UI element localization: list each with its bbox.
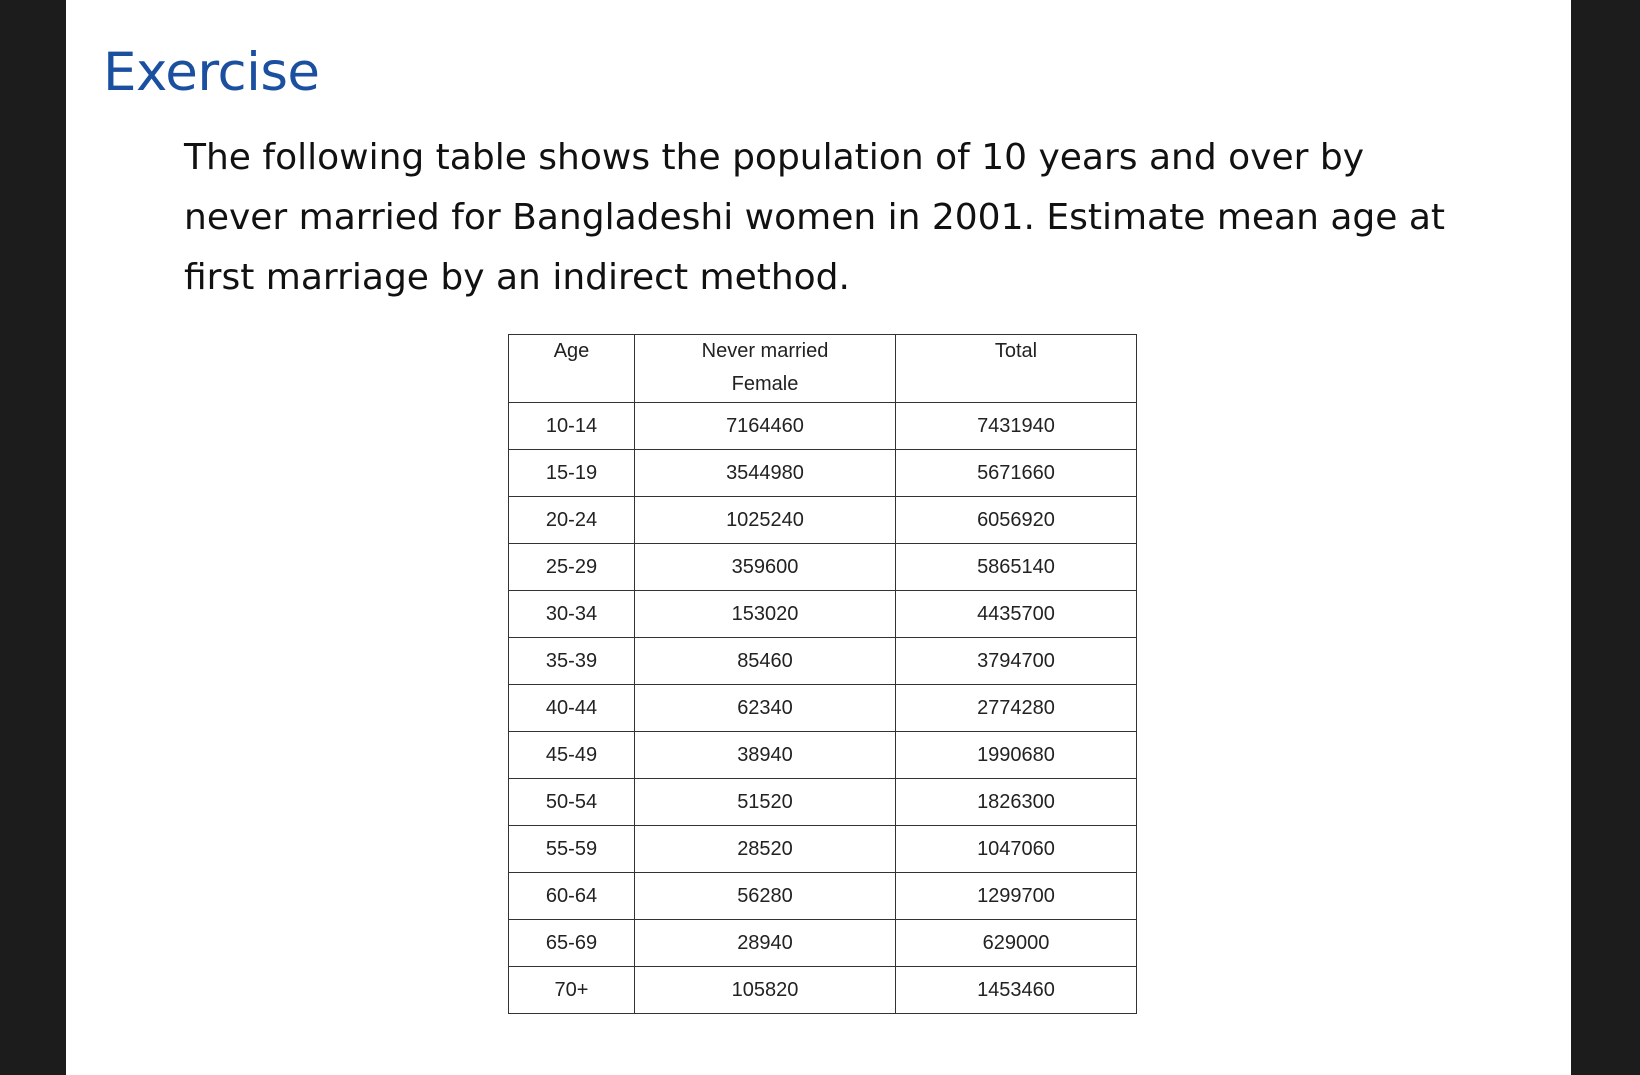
header-never-married-line1: Never married: [701, 340, 829, 362]
cell-total: 6056920: [896, 497, 1137, 544]
header-total: [896, 335, 1137, 403]
header-never-married: [635, 335, 896, 403]
cell-never-married: 38940: [635, 732, 896, 779]
cell-total: 629000: [896, 920, 1137, 967]
cell-age: 35-39: [509, 638, 635, 685]
table-row: [509, 967, 1137, 1014]
cell-never-married: 153020: [635, 591, 896, 638]
cell-never-married: 3544980: [635, 450, 896, 497]
table-row: [509, 826, 1137, 873]
table-row: [509, 779, 1137, 826]
cell-total: 1990680: [896, 732, 1137, 779]
table-row: [509, 920, 1137, 967]
cell-never-married: 28520: [635, 826, 896, 873]
cell-total: 2774280: [896, 685, 1137, 732]
cell-age: 60-64: [509, 873, 635, 920]
cell-never-married: 105820: [635, 967, 896, 1014]
cell-age: 70+: [509, 967, 635, 1014]
cell-total: 5671660: [896, 450, 1137, 497]
cell-never-married: 51520: [635, 779, 896, 826]
cell-never-married: 85460: [635, 638, 896, 685]
cell-age: 65-69: [509, 920, 635, 967]
cell-age: 45-49: [509, 732, 635, 779]
table-row: [509, 591, 1137, 638]
cell-total: 4435700: [896, 591, 1137, 638]
cell-total: 1047060: [896, 826, 1137, 873]
cell-age: 20-24: [509, 497, 635, 544]
table-row: [509, 403, 1137, 450]
cell-never-married: 56280: [635, 873, 896, 920]
table-row: [509, 497, 1137, 544]
table-row: [509, 732, 1137, 779]
population-table: [508, 334, 1137, 1014]
cell-age: 30-34: [509, 591, 635, 638]
cell-total: 3794700: [896, 638, 1137, 685]
cell-total: 5865140: [896, 544, 1137, 591]
table-row: [509, 685, 1137, 732]
cell-age: 55-59: [509, 826, 635, 873]
cell-age: 25-29: [509, 544, 635, 591]
cell-total: 7431940: [896, 403, 1137, 450]
header-never-married-line2: Female: [731, 373, 799, 395]
cell-never-married: 359600: [635, 544, 896, 591]
table-row: [509, 873, 1137, 920]
slide-title: Exercise: [103, 42, 320, 103]
cell-never-married: 7164460: [635, 403, 896, 450]
table-header-row: [509, 335, 1137, 403]
cell-total: 1299700: [896, 873, 1137, 920]
table-row: [509, 450, 1137, 497]
header-age-label: Age: [553, 340, 590, 362]
header-age: [509, 335, 635, 403]
cell-total: 1453460: [896, 967, 1137, 1014]
cell-total: 1826300: [896, 779, 1137, 826]
cell-never-married: 1025240: [635, 497, 896, 544]
header-total-label: Total: [994, 340, 1038, 362]
cell-age: 40-44: [509, 685, 635, 732]
cell-age: 15-19: [509, 450, 635, 497]
cell-never-married: 62340: [635, 685, 896, 732]
cell-age: 10-14: [509, 403, 635, 450]
slide: [66, 0, 1571, 1075]
table-row: [509, 638, 1137, 685]
cell-never-married: 28940: [635, 920, 896, 967]
table-row: [509, 544, 1137, 591]
exercise-text: The following table shows the population of 10 years and over by never married for Bangladeshi women in 2001. Estimate mean age at first marriage by an indirect method.: [184, 137, 1446, 298]
table-body: [509, 403, 1137, 1014]
cell-age: 50-54: [509, 779, 635, 826]
